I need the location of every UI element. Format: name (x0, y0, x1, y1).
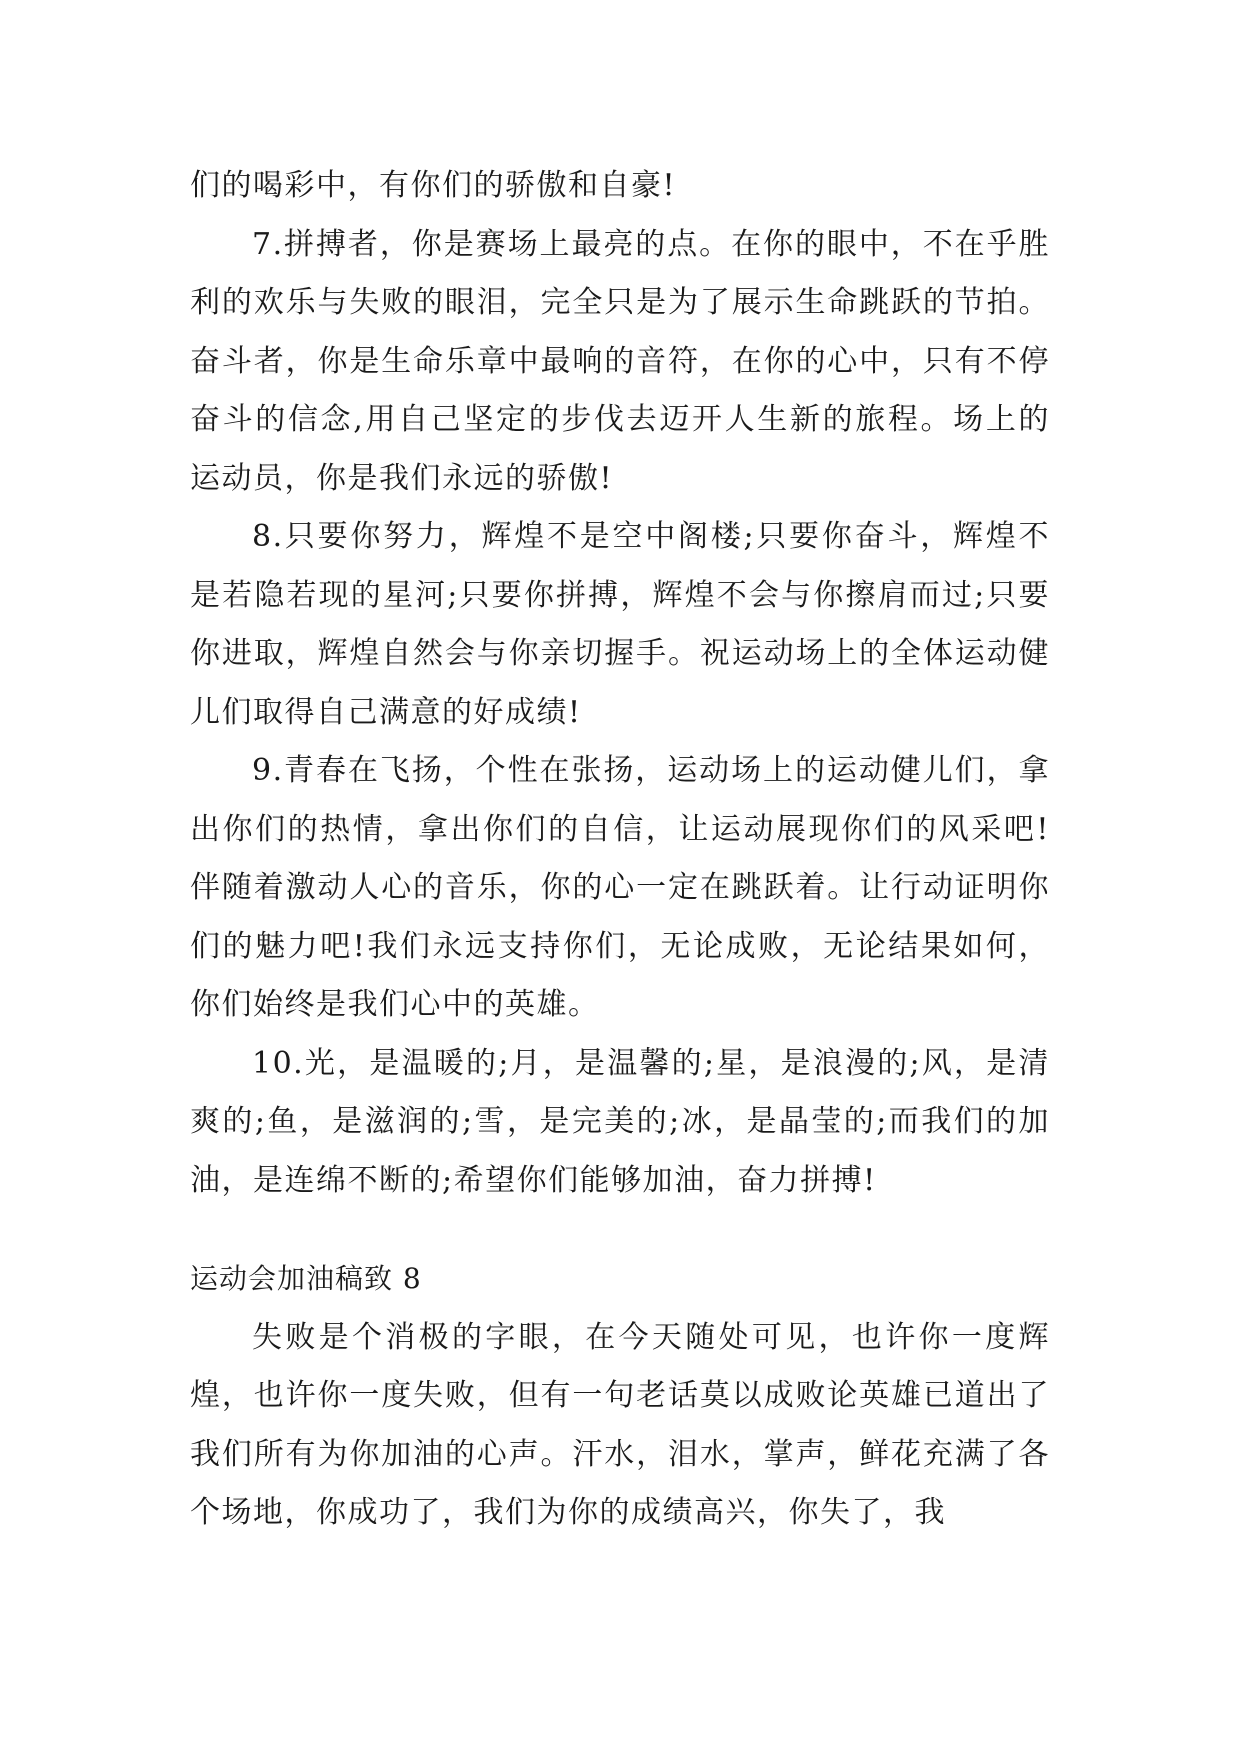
paragraph-continuation: 们的喝彩中，有你们的骄傲和自豪! (190, 168, 677, 203)
section-heading: 运动会加油稿致 8 (190, 1262, 422, 1295)
document-body (190, 157, 1050, 1543)
paragraph-item-9: 9.青春在飞扬，个性在张扬，运动场上的运动健儿们，拿出你们的热情，拿出你们的自信，让运动展现你们的风采吧!伴随着激动人心的音乐，你的心一定在跳跃着。让行动证明你们的魅力吧!我们永远支持你们，无论成败，无论结果如何，你们始终是我们心中的英雄。 (190, 753, 1050, 1022)
paragraph-item-8: 8.只要你努力，辉煌不是空中阁楼;只要你奋斗，辉煌不是若隐若现的星河;只要你拼搏，辉煌不会与你擦肩而过;只要你进取，辉煌自然会与你亲切握手。祝运动场上的全体运动健儿们取得自己满意的好成绩! (190, 519, 1050, 730)
paragraph-item-10: 10.光，是温暖的;月，是温馨的;星，是浪漫的;风，是清爽的;鱼，是滋润的;雪，是完美的;冰，是晶莹的;而我们的加油，是连绵不断的;希望你们能够加油，奋力拼搏! (190, 1045, 1050, 1198)
paragraph-item-7: 7.拼搏者，你是赛场上最亮的点。在你的眼中，不在乎胜利的欢乐与失败的眼泪，完全只是为了展示生命跳跃的节拍。奋斗者，你是生命乐章中最响的音符，在你的心中，只有不停奋斗的信念,用自己坚定的步伐去迈开人生新的旅程。场上的运动员，你是我们永远的骄傲! (190, 226, 1050, 496)
section-paragraph: 失败是个消极的字眼，在今天随处可见，也许你一度辉煌，也许你一度失败，但有一句老话莫以成败论英雄已道出了我们所有为你加油的心声。汗水，泪水，掌声，鲜花充满了各个场地，你成功了，我们为你的成绩高兴，你失了，我 (190, 1319, 1050, 1530)
